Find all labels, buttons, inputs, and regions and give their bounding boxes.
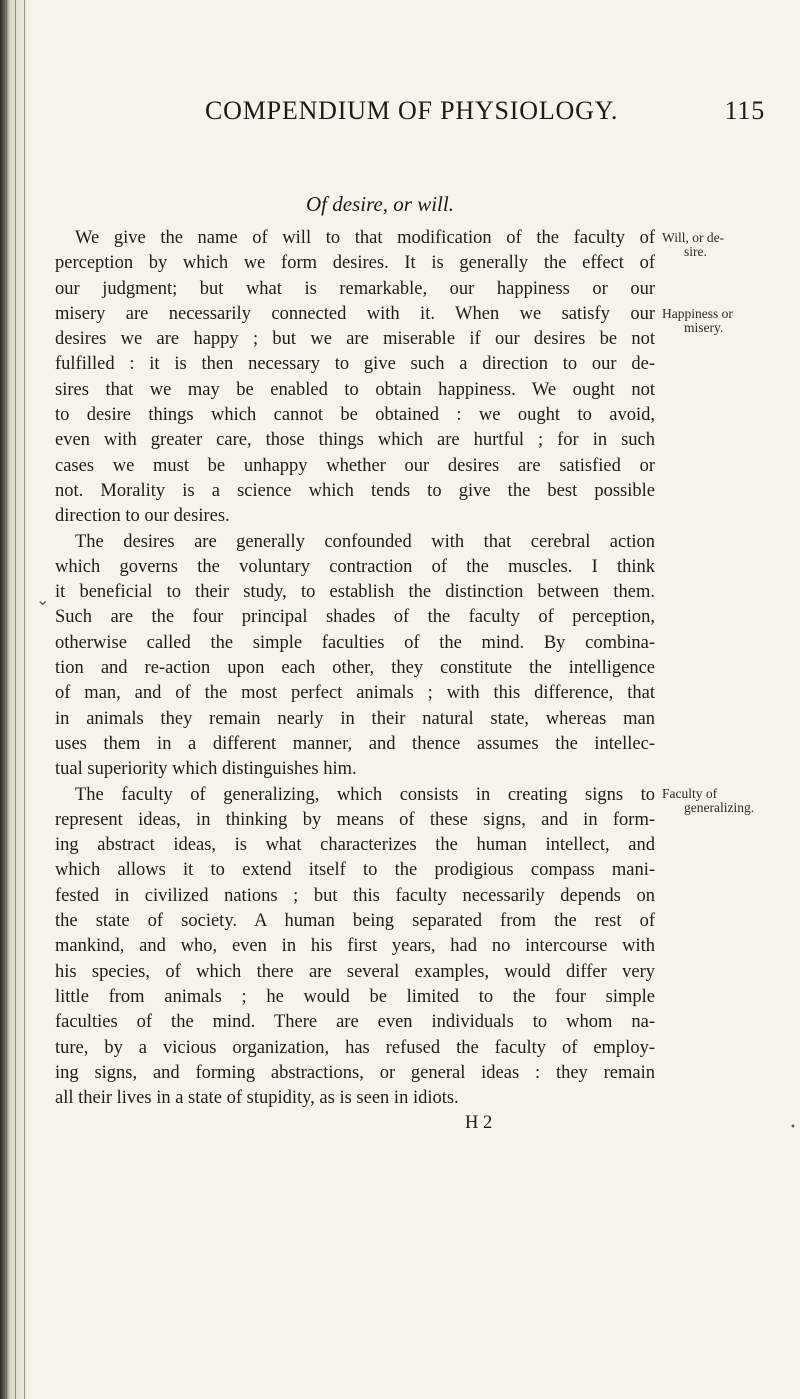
text-line: ture, by a vicious organization, has refused the faculty of employ- [55,1037,655,1058]
text-line: in animals they remain nearly in their natural state, whereas man [55,708,655,729]
text-line: mankind, and who, even in his first years, had no intercourse with [55,936,655,957]
text-line: The faculty of generalizing, which consists in creating signs to [75,784,655,805]
text-line: of man, and of the most perfect animals ; with this difference, that [55,683,655,704]
body-text [55,226,655,1137]
margin-note-line: sire. [684,244,707,259]
text-line: uses them in a different manner, and thence assumes the intellec- [55,733,655,754]
text-line: We give the name of will to that modification of the faculty of [75,228,655,248]
margin-note-line: Will, or de- [662,230,725,245]
text-line: perception by which we form desires. It is generally the effect of [55,253,655,274]
text-line: our judgment; but what is remarkable, our happiness or our [55,278,655,299]
margin-note-line: Happiness or [662,306,733,321]
margin-note-line: generalizing. [684,800,755,815]
gutter-line [6,0,7,1399]
text-line: it beneficial to their study, to establish the distinction between them. [55,582,655,603]
gutter-line [24,0,25,1399]
margin-note-will [662,231,792,259]
text-line: Such are the four principal shades of the faculty of perception, [55,607,655,628]
margin-note-line: misery. [684,320,724,335]
header-title: COMPENDIUM OF PHYSIOLOGY. [205,96,619,125]
stray-mark: ⌄ [36,590,50,609]
text-line: even with greater care, those things which are hurtful ; for in such [55,430,655,451]
text-line: which allows it to extend itself to the prodigious compass mani- [55,860,655,881]
margin-note-generalizing [662,787,792,815]
text-line: tion and re-action upon each other, they constitute the intelligence [55,658,655,679]
text-line: desires we are happy ; but we are miserable if our desires be not [55,329,655,350]
text-line: sires that we may be enabled to obtain happiness. We ought not [55,379,655,400]
text-line: represent ideas, in thinking by means of these signs, and in form- [55,809,655,830]
text-line: little from animals ; he would be limited to the four simple [55,986,655,1007]
text-line: faculties of the mind. There are even individuals to whom na- [55,1012,655,1033]
text-line: fulfilled : it is then necessary to give such a direction to our de- [55,354,655,375]
stray-dot: • [790,1122,796,1133]
text-line: to desire things which cannot be obtained : we ought to avoid, [55,405,655,426]
signature-mark: H 2 [465,1113,493,1134]
text-line: his species, of which there are several examples, would differ very [55,961,655,982]
text-line: not. Morality is a science which tends to give the best possible [55,480,655,501]
text-line: all their lives in a state of stupidity, as is seen in idiots. [55,1088,459,1109]
text-line: which governs the voluntary contraction of the muscles. I think [55,556,655,577]
margin-note-happiness [662,307,792,335]
text-line: ing signs, and forming abstractions, or general ideas : they remain [55,1062,655,1083]
text-line: The desires are generally confounded with that cerebral action [75,531,655,552]
text-line: direction to our desires. [55,506,230,527]
text-line: ing abstract ideas, is what characterizes the human intellect, and [55,835,655,856]
text-line: the state of society. A human being separated from the rest of [55,911,655,932]
text-line: cases we must be unhappy whether our desires are satisfied or [55,455,655,476]
text-line: fested in civilized nations ; but this faculty necessarily depends on [55,885,655,906]
margin-note-line: Faculty of [662,786,718,801]
page-number: 115 [724,96,765,125]
text-line: tual superiority which distinguishes him. [55,759,357,780]
text-line: misery are necessarily connected with it. When we satisfy our [55,303,655,324]
section-title: Of desire, or will. [306,192,454,216]
gutter-line [15,0,16,1399]
text-line: otherwise called the simple faculties of the mind. By combina- [55,632,655,653]
